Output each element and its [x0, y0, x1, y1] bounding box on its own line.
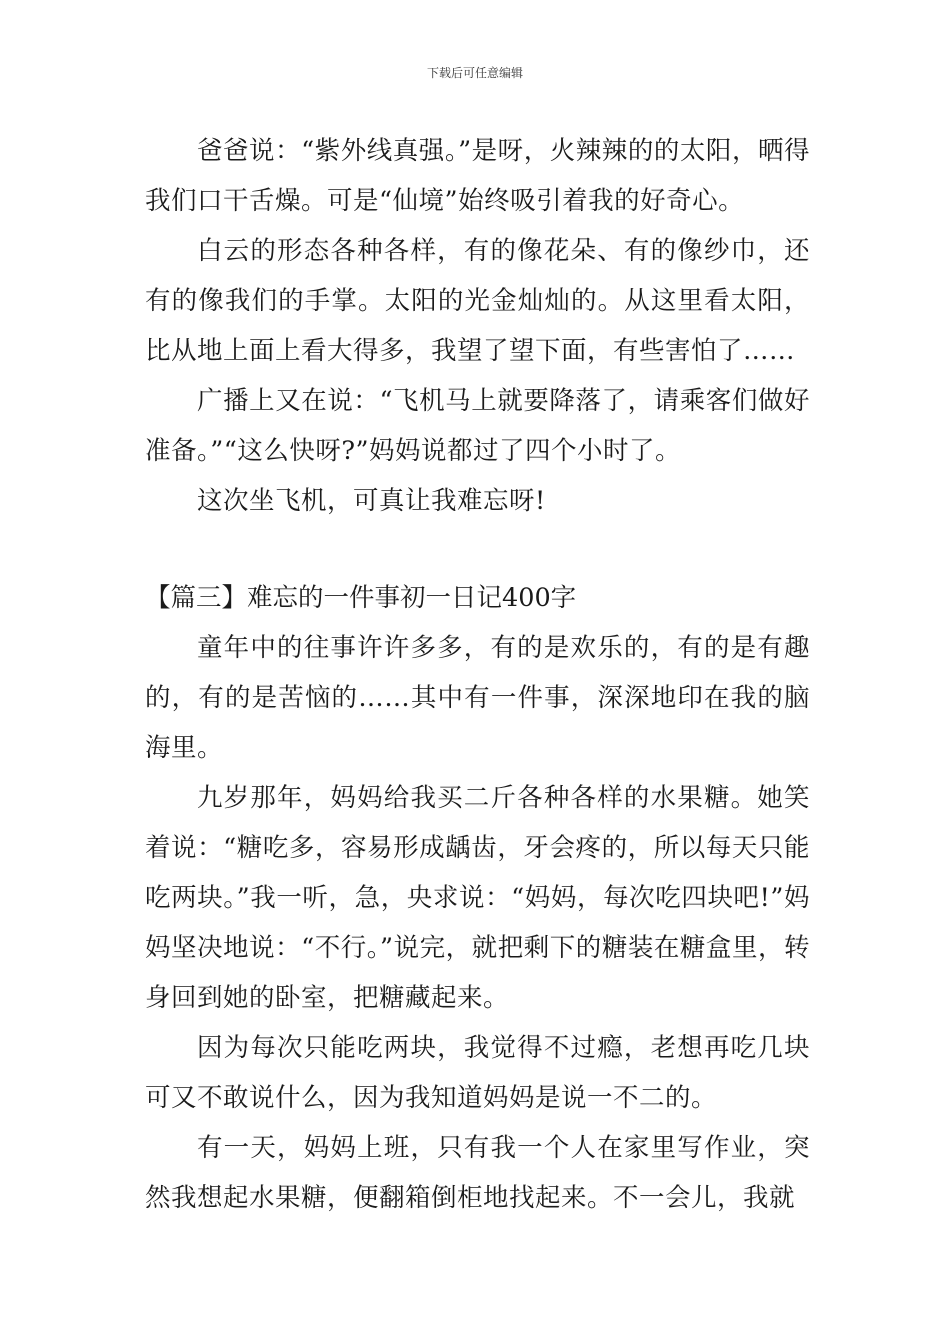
paragraph: 九岁那年，妈妈给我买二斤各种各样的水果糖。她笑着说：“糖吃多，容易形成龋齿，牙会疼的，所以每天只能吃两块。”我一听，急，央求说：“妈妈，每次吃四块吧!”妈妈坚决地说：“不行。”说完，就把剩下的糖装在糖盒里，转身回到她的卧室，把糖藏起来。: [145, 783, 810, 1013]
page-header: 下载后可任意编辑: [426, 66, 523, 80]
section-heading: 【篇三】难忘的一件事初一日记400字: [145, 583, 577, 613]
document-body: [145, 126, 810, 1223]
paragraph: 童年中的往事许许多多，有的是欢乐的，有的是有趣的，有的是苦恼的……其中有一件事，深深地印在我的脑海里。: [145, 633, 810, 763]
paragraph: 爸爸说：“紫外线真强。”是呀，火辣辣的的太阳，晒得我们口干舌燥。可是“仙境”始终吸引着我的好奇心。: [145, 136, 810, 216]
paragraph: 因为每次只能吃两块，我觉得不过瘾，老想再吃几块可又不敢说什么，因为我知道妈妈是说一不二的。: [145, 1033, 810, 1113]
paragraph: 广播上又在说：“飞机马上就要降落了，请乘客们做好准备。”“这么快呀?”妈妈说都过了四个小时了。: [145, 386, 810, 466]
paragraph: 有一天，妈妈上班，只有我一个人在家里写作业，突然我想起水果糖，便翻箱倒柜地找起来。不一会儿，我就: [145, 1133, 810, 1213]
paragraph: 这次坐飞机，可真让我难忘呀!: [197, 486, 546, 516]
paragraph: 白云的形态各种各样，有的像花朵、有的像纱巾，还有的像我们的手掌。太阳的光金灿灿的。从这里看太阳，比从地上面上看大得多，我望了望下面，有些害怕了……: [145, 236, 810, 366]
